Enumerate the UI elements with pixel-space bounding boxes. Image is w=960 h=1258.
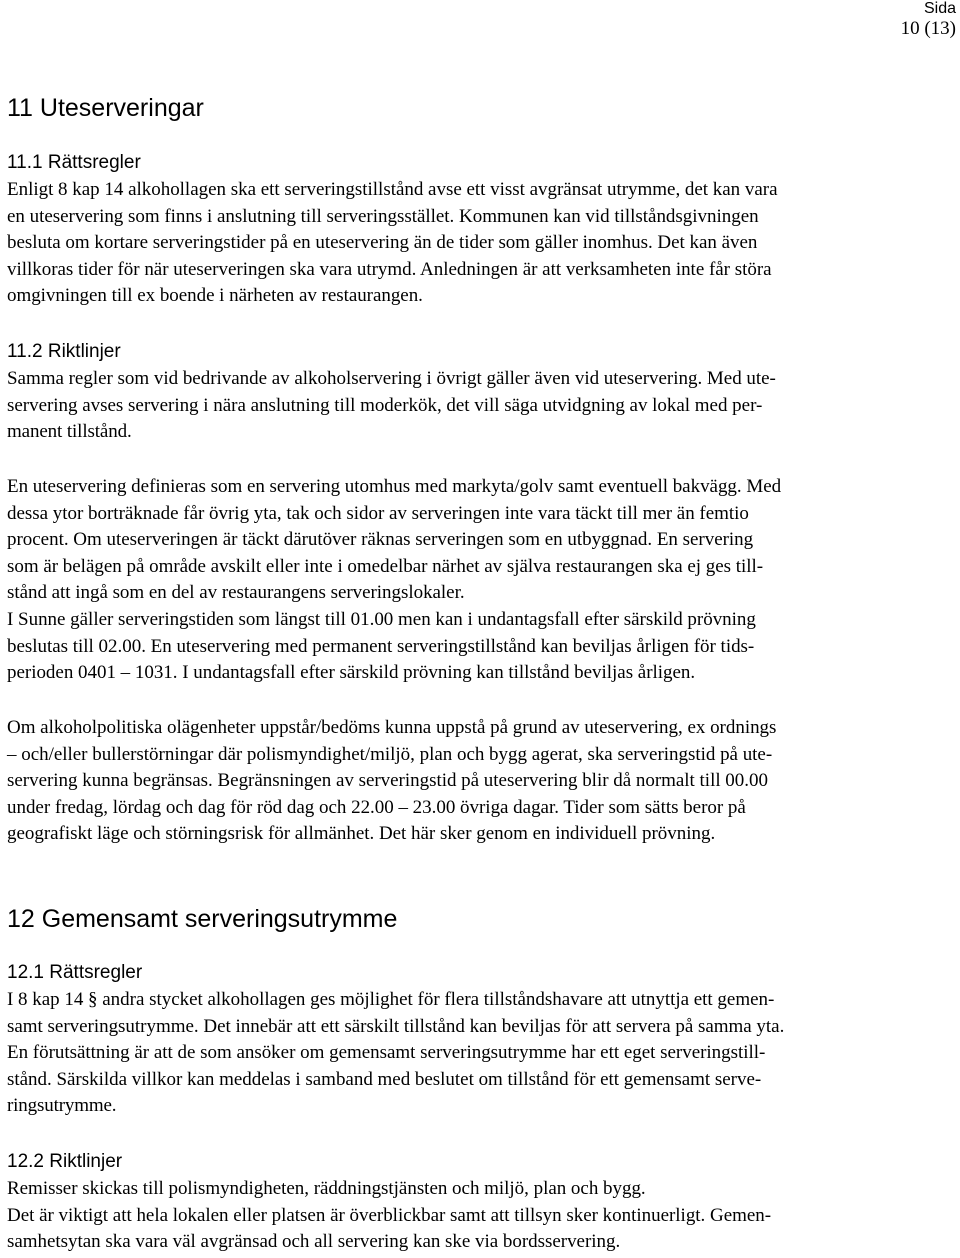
text-line: beslutas till 02.00. En uteservering med permanent serveringstillstånd kan beviljas årligen för tids- <box>7 635 755 657</box>
text-line: ringsutrymme. <box>7 1095 117 1117</box>
text-line: manent tillstånd. <box>7 421 132 443</box>
paragraph-11-1 <box>7 177 959 310</box>
text-line: procent. Om uteserveringen är täckt därutöver räknas serveringen som en utbyggnad. En servering <box>7 529 754 551</box>
text-line: Om alkoholpolitiska olägenheter uppstår/bedöms kunna uppstå på grund av uteservering, ex ordnings <box>7 717 777 738</box>
text-line: servering avses servering i nära anslutning till moderkök, det vill säga utvidgning av lokal med per- <box>7 394 763 416</box>
heading-11-1: 11.1 Rättsregler <box>7 152 141 173</box>
text-line: en uteservering som finns i anslutning till serveringsstället. Kommunen kan vid tillståndsgivningen <box>7 205 759 227</box>
text-line: stånd att ingå som en del av restaurangens serveringslokaler. <box>7 582 465 604</box>
text-line: Samma regler som vid bedrivande av alkoholservering i övrigt gäller även vid uteservering. Med ute- <box>7 368 776 389</box>
text-line: servering kunna begränsas. Begränsningen av serveringstid på uteservering blir då normalt till 00.00 <box>7 770 768 792</box>
page-number-value: 10 (13) <box>900 18 956 39</box>
text-line: Det är viktigt att hela lokalen eller platsen är överblickbar samt att tillsyn sker kontinuerligt. Gemen- <box>7 1204 772 1226</box>
text-line: besluta om kortare serveringstider på en uteservering än de tider som gäller inomhus. Det kan även <box>7 232 758 254</box>
paragraph-11-2-c <box>7 715 959 848</box>
text-line: stånd. Särskilda villkor kan meddelas i samband med beslutet om tillstånd för ett gemensamt serve- <box>7 1068 762 1090</box>
page-number <box>901 0 956 40</box>
heading-12-1: 12.1 Rättsregler <box>7 962 143 983</box>
text-line: perioden 0401 – 1031. I undantagsfall efter särskild prövning kan tillstånd beviljas årligen. <box>7 662 696 684</box>
text-line: Enligt 8 kap 14 alkohollagen ska ett serveringstillstånd avse ett visst avgränsat utrymme, det kan vara <box>7 179 778 200</box>
page-number-label: Sida <box>923 0 956 17</box>
text-line: villkoras tider för när uteserveringen ska vara utrymd. Anledningen är att verksamheten inte får störa <box>7 258 772 280</box>
text-line: I 8 kap 14 § andra stycket alkohollagen ges möjlighet för flera tillståndshavare att utnyttja ett gemen- <box>7 989 775 1010</box>
paragraph-11-2-b <box>7 474 959 687</box>
text-line: geografiskt läge och störningsrisk för allmänhet. Det här sker genom en individuell prövning. <box>7 823 716 845</box>
text-line: I Sunne gäller serveringstiden som längst till 01.00 men kan i undantagsfall efter särskild prövning <box>7 608 756 630</box>
heading-11-2: 11.2 Riktlinjer <box>7 341 121 362</box>
text-line: En uteservering definieras som en servering utomhus med markyta/golv samt eventuell bakvägg. Med <box>7 476 782 497</box>
heading-section-12: 12 Gemensamt serveringsutrymme <box>7 905 398 933</box>
text-line: dessa ytor borträknade får övrig yta, tak och sidor av serveringen inte vara täckt till mer än femtio <box>7 502 749 524</box>
paragraph-12-1 <box>7 987 959 1120</box>
paragraph-11-2-a <box>7 366 959 446</box>
heading-section-11: 11 Uteserveringar <box>7 94 204 122</box>
text-line: samt serveringsutrymme. Det innebär att ett särskilt tillstånd kan beviljas för att servera på samma yta. <box>7 1015 785 1037</box>
text-line: samhetsytan ska vara väl avgränsad och all servering kan ske via bordsservering. <box>7 1231 621 1253</box>
heading-12-2: 12.2 Riktlinjer <box>7 1151 123 1172</box>
text-line: Remisser skickas till polismyndigheten, räddningstjänsten och miljö, plan och bygg. <box>7 1178 646 1199</box>
text-line: omgivningen till ex boende i närheten av restaurangen. <box>7 285 423 307</box>
text-line: under fredag, lördag och dag för röd dag och 22.00 – 23.00 övriga dagar. Tider som sätts beror på <box>7 796 746 818</box>
text-line: – och/eller bullerstörningar där polismyndighet/miljö, plan och bygg agerat, ska serveringstid på ute- <box>7 743 773 765</box>
paragraph-12-2 <box>7 1176 959 1256</box>
text-line: En förutsättning är att de som ansöker om gemensamt serveringsutrymme har ett eget serveringstill- <box>7 1042 766 1064</box>
text-line: som är belägen på område avskilt eller inte i omedelbar närhet av själva restaurangen ska ej ges till- <box>7 555 764 577</box>
